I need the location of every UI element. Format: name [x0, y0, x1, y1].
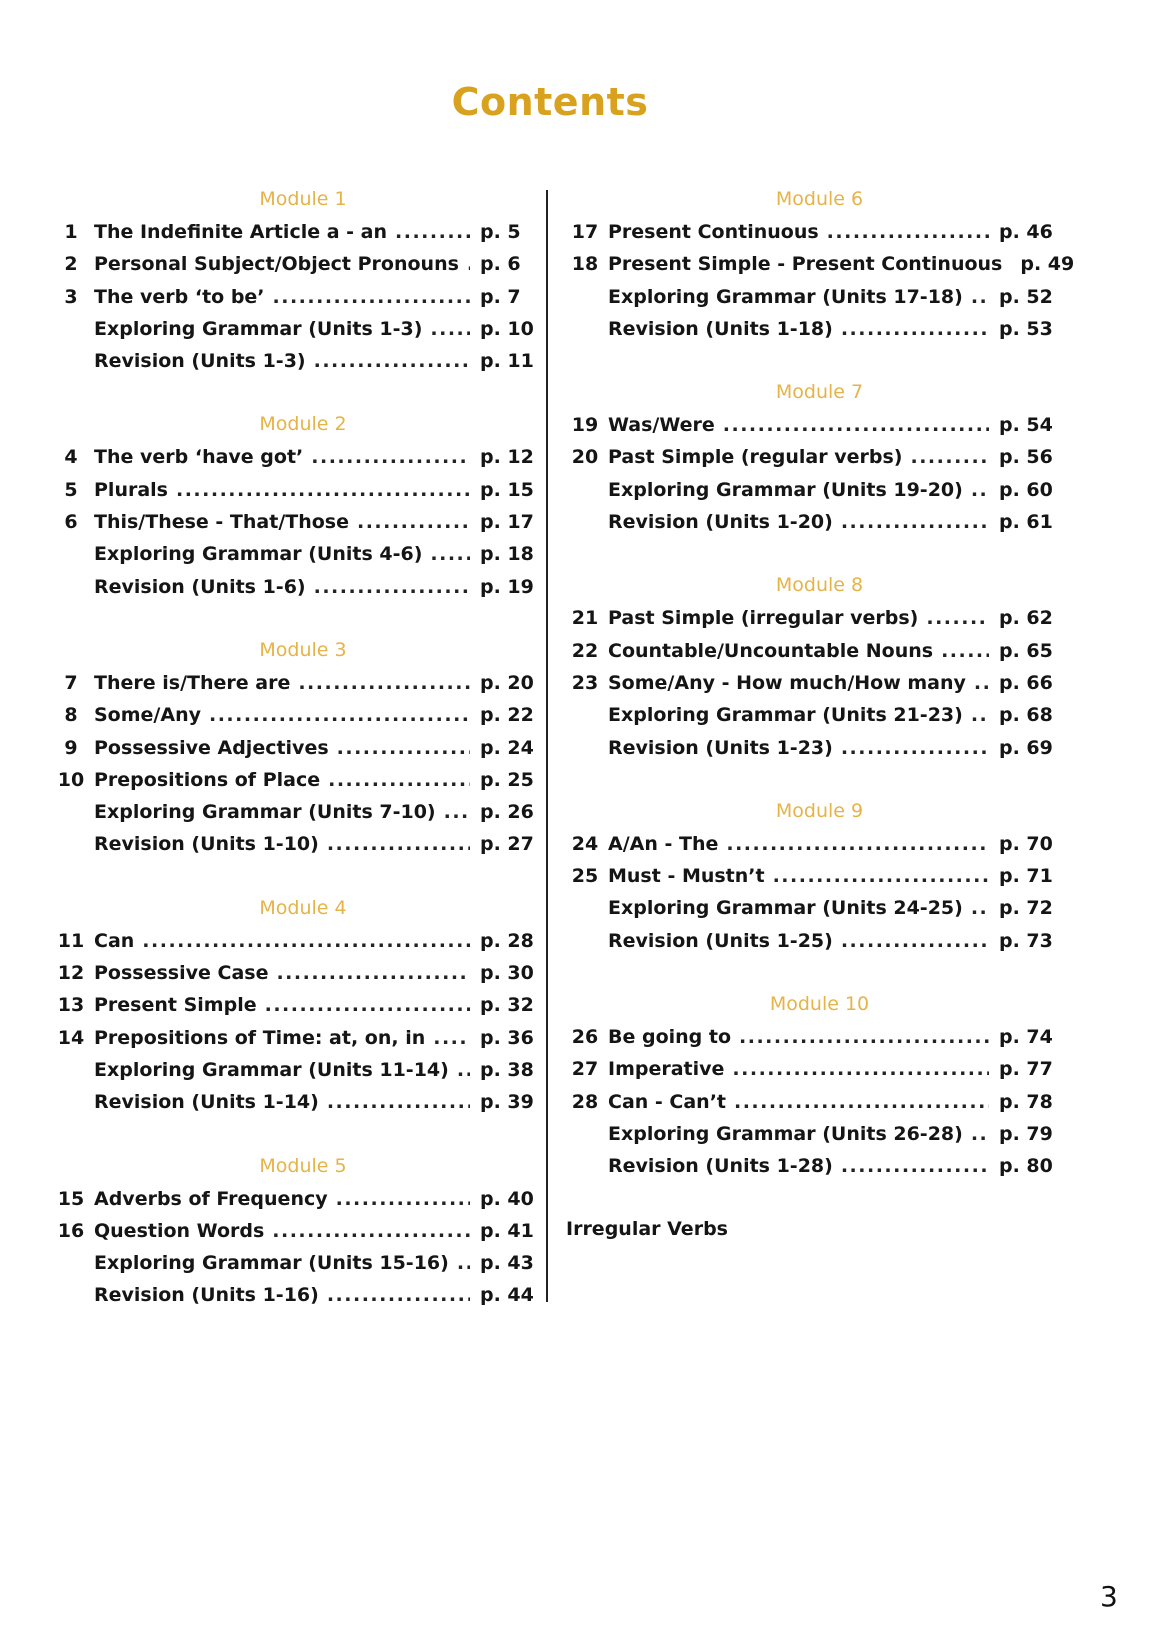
module-section — [562, 987, 1053, 1182]
toc-entry — [562, 925, 1053, 957]
toc-entry — [562, 699, 1053, 731]
entry-title: The Indefinite Article a - an — [94, 221, 388, 243]
dot-leader — [311, 441, 470, 473]
unit-number: 20 — [571, 446, 599, 469]
dot-leader — [726, 828, 989, 860]
column-divider — [546, 190, 548, 1302]
toc-entry — [562, 1021, 1053, 1053]
module-title: Module 6 — [775, 188, 864, 210]
dot-leader — [941, 635, 989, 667]
dot-leader — [273, 281, 470, 313]
unit-number: 13 — [57, 994, 85, 1017]
entry-title: Past Simple (regular verbs) — [608, 446, 903, 469]
entry-title: Personal Subject/Object Pronouns — [94, 253, 459, 276]
toc-entry — [48, 248, 528, 280]
page-ref: p. 32 — [480, 994, 534, 1017]
page-ref: p. 12 — [480, 446, 534, 469]
page-ref: p. 61 — [999, 511, 1053, 534]
dot-leader — [734, 1086, 989, 1118]
entry-title: The verb ‘to be’ — [94, 285, 265, 308]
unit-number: 27 — [571, 1058, 599, 1081]
dot-leader — [467, 248, 470, 280]
dot-leader — [209, 699, 470, 731]
toc-entry — [562, 892, 1053, 924]
page-ref: p. 53 — [999, 317, 1053, 340]
dot-leader — [142, 925, 470, 957]
page-ref: p. 41 — [480, 1219, 534, 1242]
page-ref: p. 66 — [999, 671, 1053, 694]
toc-entry — [48, 1054, 534, 1086]
page-number: 3 — [1100, 1580, 1118, 1613]
page-ref: p. 65 — [999, 639, 1053, 662]
toc-entry — [562, 313, 1053, 345]
toc-entry — [48, 764, 534, 796]
page-ref: p. 62 — [999, 607, 1053, 630]
unit-number: 10 — [57, 768, 85, 791]
unit-number: 18 — [571, 253, 599, 276]
entry-title: Exploring Grammar (Units 19-20) — [608, 478, 963, 501]
toc-entry — [562, 441, 1053, 473]
page-ref: p. 69 — [999, 736, 1053, 759]
entry-title: Exploring Grammar (Units 26-28) — [608, 1122, 963, 1145]
entry-title: Exploring Grammar (Units 1-3) — [94, 317, 423, 340]
entry-title: Must - Mustn’t — [608, 865, 765, 888]
module-title: Module 2 — [259, 413, 347, 436]
dot-leader — [336, 1183, 470, 1215]
page-ref: p. 7 — [480, 285, 521, 308]
dot-leader — [971, 1118, 989, 1150]
page-ref: p. 27 — [480, 833, 534, 856]
contents-right-column — [562, 182, 1075, 1245]
dot-leader — [337, 732, 470, 764]
page-ref: p. 80 — [999, 1155, 1053, 1178]
module-section — [48, 407, 534, 602]
unit-number: 19 — [571, 414, 599, 437]
entry-title: Present Simple - Present Continuous — [608, 253, 1003, 276]
entry-title: Past Simple (irregular verbs) — [608, 607, 919, 630]
toc-entry — [48, 1183, 534, 1215]
page-ref: p. 17 — [480, 511, 534, 534]
toc-entry — [562, 216, 1053, 248]
entry-title: Plurals — [94, 478, 168, 501]
toc-entry — [48, 216, 528, 248]
entry-title: Revision (Units 1-14) — [94, 1091, 319, 1114]
entry-title: Was/Were — [608, 414, 715, 437]
page-ref: p. 6 — [480, 253, 521, 276]
toc-entry — [562, 635, 1053, 667]
dot-leader — [272, 1215, 470, 1247]
page-ref: p. 39 — [480, 1091, 534, 1114]
toc-entry — [48, 441, 534, 473]
page-ref: p. 43 — [480, 1252, 534, 1275]
entry-title: Some/Any - How much/How many — [608, 671, 966, 694]
dot-leader — [433, 1022, 470, 1054]
module-section — [562, 182, 1075, 345]
unit-number: 15 — [57, 1187, 85, 1210]
unit-number: 26 — [571, 1026, 599, 1049]
page-ref: p. 78 — [999, 1090, 1053, 1113]
unit-number: 12 — [57, 962, 85, 985]
toc-entry — [48, 1279, 534, 1311]
page-ref: p. 5 — [480, 221, 521, 243]
unit-number: 7 — [64, 671, 78, 694]
entry-title: Present Simple — [94, 994, 257, 1017]
dot-leader — [723, 409, 989, 441]
page-title: Contents — [451, 80, 649, 124]
toc-entry — [562, 1086, 1053, 1118]
entry-title: Be going to — [608, 1026, 732, 1049]
page-ref: p. 72 — [999, 897, 1053, 920]
dot-leader — [971, 699, 989, 731]
toc-entry — [562, 860, 1053, 892]
dot-leader — [841, 1150, 989, 1182]
toc-entry — [48, 828, 534, 860]
page-ref: p. 70 — [999, 832, 1053, 855]
unit-number: 22 — [571, 639, 599, 662]
module-title: Module 4 — [259, 896, 347, 919]
page-ref: p. 74 — [999, 1026, 1053, 1049]
toc-entry — [48, 732, 534, 764]
entry-title: Exploring Grammar (Units 7-10) — [94, 801, 436, 824]
dot-leader — [971, 474, 989, 506]
unit-number: 9 — [64, 736, 78, 759]
unit-number: 1 — [64, 221, 78, 243]
entry-title: The verb ‘have got’ — [94, 446, 304, 469]
page-ref: p. 15 — [480, 478, 534, 501]
module-section — [48, 1149, 534, 1312]
toc-entry — [562, 1150, 1053, 1182]
unit-number: 28 — [571, 1090, 599, 1113]
page-ref: p. 68 — [999, 704, 1053, 727]
toc-entry — [562, 506, 1053, 538]
entry-title: Exploring Grammar (Units 4-6) — [94, 543, 423, 566]
toc-entry — [48, 1215, 534, 1247]
unit-number: 6 — [64, 511, 78, 534]
page-ref: p. 73 — [999, 929, 1053, 952]
unit-number: 2 — [64, 253, 78, 276]
module-title: Module 8 — [775, 574, 864, 597]
toc-entry — [48, 506, 534, 538]
entry-title: Exploring Grammar (Units 21-23) — [608, 704, 963, 727]
unit-number: 17 — [571, 221, 599, 243]
entry-title: Revision (Units 1-28) — [608, 1155, 833, 1178]
page-ref: p. 11 — [480, 350, 534, 373]
entry-title: Exploring Grammar (Units 17-18) — [608, 285, 963, 308]
unit-number: 5 — [64, 478, 78, 501]
dot-leader — [327, 1086, 470, 1118]
entry-title: Revision (Units 1-23) — [608, 736, 833, 759]
toc-entry — [48, 474, 534, 506]
dot-leader — [265, 989, 470, 1021]
entry-title: Present Continuous — [608, 221, 819, 243]
dot-leader — [732, 1053, 989, 1085]
toc-entry — [562, 667, 1053, 699]
unit-number: 11 — [57, 929, 85, 952]
module-title: Module 9 — [775, 799, 864, 822]
dot-leader — [841, 925, 989, 957]
toc-entry — [48, 1022, 534, 1054]
toc-entry — [48, 989, 534, 1021]
irregular-verbs-entry: Irregular Verbs — [566, 1217, 728, 1240]
entry-title: Question Words — [94, 1219, 265, 1242]
page-ref: p. 71 — [999, 865, 1053, 888]
entry-title: Revision (Units 1-3) — [94, 350, 306, 373]
module-section — [48, 633, 534, 861]
dot-leader — [971, 281, 989, 313]
page-ref: p. 24 — [480, 736, 534, 759]
entry-title: Imperative — [608, 1058, 725, 1081]
entry-title: Can — [94, 929, 135, 952]
entry-title: Revision (Units 1-18) — [608, 317, 833, 340]
dot-leader — [827, 216, 989, 248]
dot-leader — [314, 345, 470, 377]
page-ref: p. 36 — [480, 1026, 534, 1049]
dot-leader — [430, 538, 470, 570]
unit-number: 23 — [571, 671, 599, 694]
toc-entry — [562, 828, 1053, 860]
unit-number: 4 — [64, 446, 78, 469]
page-ref: p. 28 — [480, 929, 534, 952]
dot-leader — [926, 602, 989, 634]
entry-title: A/An - The — [608, 832, 719, 855]
page-ref: p. 77 — [999, 1058, 1053, 1081]
unit-number: 24 — [571, 832, 599, 855]
dot-leader — [298, 667, 470, 699]
module-title: Module 10 — [769, 993, 870, 1016]
module-title: Module 5 — [259, 1154, 347, 1177]
page-ref: p. 44 — [480, 1284, 534, 1307]
entry-title: Adverbs of Frequency — [94, 1187, 328, 1210]
page-ref: p. 30 — [480, 962, 534, 985]
module-section — [562, 794, 1053, 957]
entry-title: Countable/Uncountable Nouns — [608, 639, 934, 662]
entry-title: Prepositions of Place — [94, 768, 321, 791]
toc-entry — [562, 1118, 1053, 1150]
dot-leader — [327, 828, 470, 860]
page-ref: p. 40 — [480, 1187, 534, 1210]
page-ref: p. 19 — [480, 575, 534, 598]
toc-entry — [48, 796, 534, 828]
right-modules — [562, 182, 1075, 1183]
module-title: Module 7 — [775, 381, 864, 404]
entry-title: Exploring Grammar (Units 11-14) — [94, 1058, 449, 1081]
dot-leader — [276, 957, 470, 989]
toc-entry — [48, 538, 534, 570]
page-ref: p. 25 — [480, 768, 534, 791]
page-ref: p. 22 — [480, 704, 534, 727]
dot-leader — [910, 441, 989, 473]
page-ref: p. 54 — [999, 414, 1053, 437]
toc-entry — [562, 602, 1053, 634]
toc-entry — [48, 571, 534, 603]
entry-title: Possessive Adjectives — [94, 736, 329, 759]
module-title: Module 3 — [259, 638, 347, 661]
page-ref: p. 79 — [999, 1122, 1053, 1145]
entry-title: Revision (Units 1-20) — [608, 511, 833, 534]
toc-entry — [48, 281, 528, 313]
dot-leader — [328, 764, 470, 796]
toc-entry — [562, 474, 1053, 506]
page-ref: p. 26 — [480, 801, 534, 824]
module-title: Module 1 — [259, 188, 347, 210]
unit-number: 21 — [571, 607, 599, 630]
toc-entry — [48, 313, 534, 345]
dot-leader — [457, 1247, 470, 1279]
module-section — [48, 891, 534, 1119]
entry-title: Revision (Units 1-6) — [94, 575, 306, 598]
entry-title: Some/Any — [94, 704, 201, 727]
dot-leader — [974, 667, 989, 699]
toc-entry — [48, 699, 534, 731]
entry-title: Prepositions of Time: at, on, in — [94, 1026, 426, 1049]
page-ref: p. 49 — [1020, 253, 1075, 276]
dot-leader — [457, 1054, 470, 1086]
dot-leader — [773, 860, 989, 892]
entry-title: This/These - That/Those — [94, 511, 349, 534]
dot-leader — [444, 796, 470, 828]
page-ref: p. 52 — [999, 285, 1053, 308]
entry-title: There is/There are — [94, 671, 291, 694]
toc-entry — [48, 1247, 534, 1279]
entry-title: Possessive Case — [94, 962, 269, 985]
unit-number: 8 — [64, 704, 78, 727]
dot-leader — [176, 474, 470, 506]
dot-leader — [971, 892, 989, 924]
dot-leader — [841, 313, 989, 345]
toc-entry — [48, 957, 534, 989]
page-ref: p. 18 — [480, 543, 534, 566]
toc-entry — [562, 248, 1075, 280]
dot-leader — [430, 313, 470, 345]
toc-entry — [48, 345, 534, 377]
toc-entry — [562, 1053, 1053, 1085]
page-ref: p. 20 — [480, 671, 534, 694]
unit-number: 16 — [57, 1219, 85, 1242]
toc-entry — [48, 925, 534, 957]
dot-leader — [327, 1279, 470, 1311]
dot-leader — [314, 571, 470, 603]
unit-number: 25 — [571, 865, 599, 888]
dot-leader — [841, 506, 989, 538]
toc-entry — [562, 281, 1053, 313]
entry-title: Revision (Units 1-25) — [608, 929, 833, 952]
unit-number: 3 — [64, 285, 78, 308]
page-ref: p. 38 — [480, 1058, 534, 1081]
page-ref: p. 10 — [480, 317, 534, 340]
page-ref: p. 46 — [999, 221, 1053, 243]
dot-leader — [395, 216, 470, 248]
entry-title: Exploring Grammar (Units 15-16) — [94, 1252, 449, 1275]
entry-title: Revision (Units 1-16) — [94, 1284, 319, 1307]
toc-entry — [562, 732, 1053, 764]
dot-leader — [841, 732, 989, 764]
dot-leader — [357, 506, 470, 538]
unit-number: 14 — [57, 1026, 85, 1049]
module-section — [562, 375, 1053, 538]
module-section — [562, 568, 1053, 763]
entry-title: Revision (Units 1-10) — [94, 833, 319, 856]
contents-left-column — [48, 182, 534, 1342]
entry-title: Exploring Grammar (Units 24-25) — [608, 897, 963, 920]
toc-entry — [562, 409, 1053, 441]
module-section — [48, 182, 534, 377]
toc-entry — [48, 1086, 534, 1118]
page-ref: p. 60 — [999, 478, 1053, 501]
toc-entry — [48, 667, 534, 699]
page-ref: p. 56 — [999, 446, 1053, 469]
dot-leader — [739, 1021, 989, 1053]
entry-title: Can - Can’t — [608, 1090, 726, 1113]
